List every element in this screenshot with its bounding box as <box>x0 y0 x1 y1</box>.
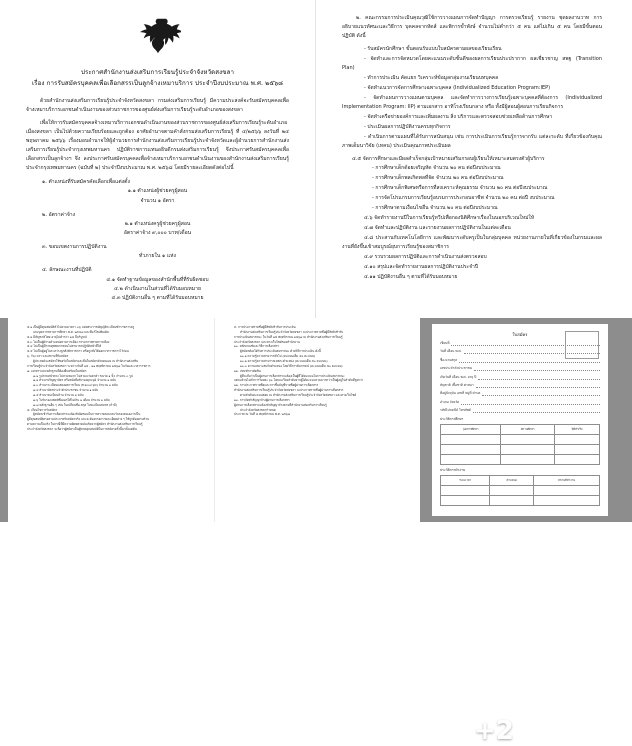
cell[interactable] <box>501 444 555 454</box>
thumb-a-line-11: ๗.๑ รูปถ่ายหน้าตรง ไม่สวมหมวก ไม่สวมแว่นตาดำ ขนาด ๑ นิ้ว จำนวน ๓ รูป <box>33 373 133 378</box>
thumb-b-line-8: ๑๐.๒ ความรู้ความสามารถเฉพาะตำแหน่ง (คะแนนเต็ม ๕๐ คะแนน) <box>240 359 328 364</box>
continuation-bullets <box>342 45 602 151</box>
body-paragraph-1: ด้วยสำนักงานส่งเสริมการเรียนรู้ประจำจังหวัดสงขลา กรมส่งเสริมการเรียนรู้ มีความประสงค์จะรับสมัครบุคคลเพื่อจ้างเหมาบริการเอกชนดำเนินงานของส่วนราชการของศูนย์ส่งเสริมการเรียนรู้ระดับอำเภอของสงขลา <box>26 97 289 113</box>
garuda-emblem-icon <box>135 16 181 62</box>
thumb-a-line-20: ผู้มีคุณสมบัติตรงตามประกาศรับสมัครจริง และจะต้องกรอกรายละเอียดต่าง ๆ ให้ถูกต้องครบถ้วน <box>27 417 150 422</box>
thumbnail-strip <box>0 318 632 746</box>
thumb-a-line-16: ๗.๖ ใบรับรองแพทย์ซึ่งออกให้ไม่เกิน ๑ เดือน จำนวน ๑ ฉบับ <box>33 397 110 402</box>
table-row[interactable] <box>441 495 600 505</box>
section-4-line-3: ๔.๓ ปฏิบัติงานอื่น ๆ ตามที่ได้รับมอบหมาย <box>111 294 204 301</box>
work-col-3: สถานที่ทำงาน <box>534 475 600 485</box>
form-input-district[interactable] <box>461 400 600 405</box>
form-work-table <box>440 475 600 506</box>
continuation-subitems <box>342 164 602 213</box>
sub-item-4: - การจัดโปรแกรมการเรียนรู้อบรมการประกอบอาชีพ จำนวน ๒๐ คน ต่อปี งบประมาณ <box>372 195 555 201</box>
thumb-a-line-4: ๕.๓ ไม่เป็นผู้ดำรงตำแหน่งทางการเมือง กรรมการพรรคการเมือง <box>27 339 110 344</box>
thumb-a-line-9: การเรียนรู้ประจำจังหวัดสงขลา ระหว่างวันที่ ๑๕ - ๒๑ พฤศจิกายน ๒๕๖๗ ในวันและเวลาราชการ <box>27 363 151 368</box>
education-col-1: วุฒิการศึกษา <box>441 424 501 434</box>
continuation-tail-items <box>342 214 602 282</box>
announcement-page-1 <box>0 0 316 318</box>
section-heading-1: ๑. ตำแหน่งที่รับสมัครคัดเลือกเพื่อแต่งตั้ง <box>42 179 130 186</box>
thumb-b-line-12: แต่ละด้านไม่ต่ำกว่าร้อยละ ๖๐ โดยจะเรียงลำดับจากผู้ได้คะแนนรวมมากกว่าเป็นผู้อยู่ในลำดับที่สูงกว่า <box>234 378 364 383</box>
section-3-line-1: ทั่วภายใน ๑ แห่ง <box>139 253 176 260</box>
cell[interactable] <box>501 434 555 444</box>
education-col-3: ปีที่สำเร็จ <box>555 424 600 434</box>
more-pages-badge[interactable]: +2 <box>474 716 514 746</box>
thumbnail-page-4[interactable] <box>214 318 420 522</box>
thumbnail-application-form[interactable] <box>432 324 608 516</box>
cell[interactable] <box>441 485 490 495</box>
tail-item-3: ๔.๘ ประสานกับเทคโนโลยีการ และพัฒนาระดับครูเป็นในกลุ่มบุคคล หน่วยงานภายในที่เกี่ยวข้องในกรมและผลงานที่ยังขึ้นเข้าสมบูรณ์ยุบการเรียนรู้ของสมาชิการ <box>342 235 602 250</box>
thumb-a-line-6: ๕.๕ ไม่เป็นผู้อยู่ในระหว่างถูกสั่งพักราชการ หรือถูกสั่งให้ออกจากราชการไว้ก่อน <box>27 349 129 354</box>
table-row[interactable] <box>441 454 600 464</box>
form-label-id-number: เลขประจำตัวประชาชน <box>440 366 472 371</box>
form-label-nationality: สัญชาติ เชื้อชาติ ศาสนา <box>440 382 474 387</box>
form-label-birth: เกิดวันที่ เดือน พ.ศ. อายุ ปี <box>440 374 477 379</box>
thumb-b-line-10: ๑๑. เกณฑ์การตัดสิน <box>234 368 261 373</box>
thumb-b-line-16: ๑๓. การจัดทำสัญญาจ้างผู้ผ่านการเลือกสรร <box>234 397 290 402</box>
thumb-b-line-13: ๑๒. การประกาศรายชื่อและการขึ้นบัญชีรายชื่อผู้ผ่านการเลือกสรร <box>234 383 319 388</box>
cell[interactable] <box>490 485 534 495</box>
work-col-1: ระยะเวลา <box>441 475 490 485</box>
bullet-2: - จัดทำและการจัดหมวดโดยคะแนนระดับชั้นดีของผลการเรียนประปรากาก ผลเชี่ยวชาญ สพฐ (Transition Plan) <box>342 56 602 71</box>
section-salary <box>26 211 289 238</box>
section-4-line-1: ๔.๑ จัดทำฐานข้อมูลของสำนักพื้นที่ที่รับผิดชอบ <box>106 276 209 283</box>
thumb-b-line-1: ๙. การประกาศรายชื่อผู้มีสิทธิเข้ารับการประเมิน <box>234 325 296 329</box>
form-label-district: อำเภอ จังหวัด <box>440 399 460 404</box>
thumb-b-line-15: ตามลำดับคะแนนสอบ ณ สำนักงานส่งเสริมการเรียนรู้ประจำจังหวัดสงขลา และทางเว็บไซต์ <box>240 393 357 398</box>
thumb-a-body <box>17 325 205 432</box>
cell[interactable] <box>441 454 501 464</box>
continuation-body <box>342 14 602 282</box>
form-education-table <box>440 424 600 465</box>
tail-item-1: ๔.๖ จัดทำรายงานปีในการเรียนรู้ทวีปเพื่อกองนิติศึกษาเรื่องในนอกบริเวณใหม่ให้ <box>364 215 535 221</box>
section-scope <box>26 243 289 261</box>
thumb-a-line-12: ๗.๒ สำเนาปริญญาบัตร หรือหนังสือรับรองคุณวุฒิ จำนวน ๑ ฉบับ <box>33 378 117 383</box>
thumb-b-line-9: ๑๐.๓ ความเหมาะสมกับตำแหน่ง โดยวิธีการสัมภาษณ์ (คะแนนเต็ม ๕๐ คะแนน) <box>240 363 343 368</box>
thumb-a-line-13: ๗.๓ สำเนาระเบียนแสดงผลการเรียน (Transcript) จำนวน ๑ ฉบับ <box>33 383 118 388</box>
form-input-id-number[interactable] <box>474 366 600 371</box>
section-1-line-2: จำนวน ๑ อัตรา <box>140 197 175 204</box>
body-paragraph-2: เพื่อให้การรับสมัครบุคคลจ้างเหมาบริการเอกชนดำเนินงานของส่วนราชการของศูนย์ส่งเสริมการเรียนรู้ระดับอำเภอเมืองสงขลา เป็นไปด้วยความเรียบร้อยและถูกต้อง อาศัยอำนาจตามคำสั่งกรมส่งเสริมการเรียนรู้ ที่ ๔/๒๕๖๖ ลงวันที่ ๒๔ พฤษภาคม ๒๕๖๖ เรื่องมอบอำนาจให้ผู้อำนวยการสำนักงานส่งเสริมการเรียนรู้ประจำจังหวัดและผู้อำนวยการสำนักงานส่งเสริมการเรียนรู้ประจำกรุงเทพมหานคร ปฏิบัติราชการแทนอธิบดีกรมส่งเสริมการเรียนรู้ จึงประกาศรับสมัครบุคคลเพื่อเลือกสรรเป็นลูกจ้างฯ จึง ลงประกาศรับสมัครบุคคลเพื่อจ้างเหมาบริการเอกชนดำเนินงานของสำนักงานส่งเสริมการเรียนรู้ประจำกรุงเทพมหานคร (ฉบับที่ ๒) ประจำปีงบประมาณ พ.ศ. ๒๕๖๘ โดยมีรายละเอียดดังต่อไปนี้ <box>26 119 289 172</box>
thumb-b-line-18: ประจำจังหวัดสงขลากำหนด <box>240 407 276 412</box>
form-label-date: วันที่ เดือน พ.ศ. <box>440 349 462 354</box>
title-line-1: ประกาศสำนักงานส่งเสริมการเรียนรู้ประจำจังหวัดสงขลา <box>80 69 235 76</box>
thumb-a-line-21: ตามความเป็นจริง ในกรณีที่มีความผิดพลาดอันเกิดจากผู้สมัคร สำนักงานส่งเสริมการเรียนรู้ <box>27 422 143 427</box>
bullet-3: - ทำการประเมิน คัดแยก วิเคราะห์ข้อมูลกลุ่มงานเรียนบทบุคคล <box>364 75 499 81</box>
sub-item-3: - การศึกษาเด็กพิเศษหรือการที่สงเคราะห์คุณธรรม จำนวน ๒๐ คน ต่อปีงบประมาณ <box>372 185 548 191</box>
thumb-b-line-19: ประกาศ ณ วันที่ ๘ พฤศจิกายน พ.ศ. ๒๕๖๗ <box>234 412 291 417</box>
thumb-b-line-11: ผู้ที่จะถือว่าเป็นผู้ผ่านการเลือกสรรจะต้องเป็นผู้ที่ได้คะแนนในการประเมินสมรรถนะ <box>240 373 345 378</box>
thumbnail-page-3[interactable] <box>8 318 214 522</box>
cell[interactable] <box>534 485 600 495</box>
table-row[interactable] <box>441 444 600 454</box>
thumb-a-line-5: ๕.๔ ไม่เป็นผู้มีกายทุพพลภาพจนไม่สามารถปฏิบัติหน้าที่ได้ <box>27 344 102 349</box>
form-field-district[interactable] <box>440 400 600 405</box>
announcement-page-2 <box>316 0 632 318</box>
thumb-b-line-6: ผู้สมัครต้องได้รับการประเมินสมรรถนะ ด้วยวิธีการประเมิน ดังนี้ <box>240 349 321 354</box>
cell[interactable] <box>441 444 501 454</box>
bullet-7: - ประเมินผลการปฏิบัติงานครบทุกกิจการ <box>364 124 451 130</box>
thumb-b-line-7: ๑๐.๑ ความรู้ความสามารถทั่วไป (คะแนนเต็ม ๕๐ คะแนน) <box>240 354 316 359</box>
section-heading-3: ๓. ขอบเขตงานการปฏิบัติงาน <box>42 244 107 251</box>
thumb-a-line-10: ๗. เอกสารและหลักฐานที่ต้องยื่นพร้อมใบสมัคร <box>27 368 87 373</box>
sub-item-1: - การศึกษาเด็กด้อยเจริญหัด จำนวน ๒๐ คน ต่อปีงบประมาณ <box>372 165 501 171</box>
cell[interactable] <box>501 454 555 464</box>
cell[interactable] <box>555 454 600 464</box>
bullet-5: - จัดทำแผนการวางแผนตามบุคคล และจัดทำการวางการเรียนรู้เฉพาะบุคคลที่ต้องการ (Individualized Implementation Program: IIP) ตามเอกสาร อาทิโรงเรียนกลาง หรือ ทั้งมีผู้สอนผู้สอนการเรียนกิจการ <box>342 95 602 110</box>
tail-item-4: ๔.๙ รวบรวมผลการปฏิบัติและการดำเนินงานส่งตรวจสอบ <box>364 254 487 260</box>
section-2-line-1: ๒.๑ ตำแหน่งครูผู้ช่วยครูผู้สอน <box>124 220 191 227</box>
thumb-a-line-17: ๗.๗ หลักฐานอื่น ๆ เช่น ใบเปลี่ยนชื่อ-สกุล ใบทะเบียนสมรส (ถ้ามี) <box>33 402 117 407</box>
tail-item-6: ๔.๑๑ ปฏิบัติงานอื่น ๆ ตามที่ได้รับมอบหมาย <box>364 274 458 280</box>
thumb-b-line-2: สำนักงานส่งเสริมการเรียนรู้ประจำจังหวัดสงขลา จะประกาศรายชื่อผู้มีสิทธิเข้ารับ <box>240 329 344 334</box>
thumb-b-line-17: ผู้ผ่านการเลือกสรรจะต้องทำสัญญาจ้างตามที่สำนักงานส่งเสริมการเรียนรู้ <box>234 402 327 407</box>
bullet-8: - ดำเนินการตามแผนที่ได้รับการสนับสนุน เช่น การประเมินการเรียนรู้การจากรับ แต่ละระดับ ที่เกี่ยวข้องกับคุณภาพเด็มนาวิจัย (เทคน) ประเมินคุณภาพประเมินผล <box>342 134 602 149</box>
cell[interactable] <box>555 444 600 454</box>
thumb-a-line-19: ผู้สมัครเข้ารับการเลือกสรรจะต้องรับผิดชอบในการตรวจสอบและรับรองตนเองว่าเป็น <box>33 412 141 417</box>
thumb-a-line-14: ๗.๔ สำเนาบัตรประจำตัวประชาชน จำนวน ๑ ฉบับ <box>33 388 99 393</box>
education-col-2: สถานศึกษา <box>501 424 555 434</box>
bullet-1: - รับสมัครนักศึกษา ขั้นตอนรับแบบใบสมัครตามผลของเรียนเรียน <box>364 46 502 52</box>
form-label-postcode: รหัสไปรษณีย์ โทรศัพท์ <box>440 408 471 413</box>
form-field-id-number[interactable] <box>440 366 600 371</box>
title-line-2: เรื่อง การรับสมัครบุคคลเพื่อเลือกสรรเป็นลูกจ้างเหมาบริการ ประจำปีงบประมาณ พ.ศ. ๒๕๖๘ <box>31 79 284 87</box>
form-field-birth[interactable] <box>440 375 600 380</box>
photo-placeholder-box <box>565 331 599 359</box>
thumb-a-line-3: ๕.๒ มีสัญชาติไทย อายุไม่ต่ำกว่า ๑๘ ปีบริบูรณ์ <box>27 334 87 339</box>
cell[interactable] <box>555 434 600 444</box>
form-input-address[interactable] <box>482 391 600 396</box>
bullet-6: - จัดทำเครือข่ายองค์การและเพิ่มผลงาน สิ่ง บริการและตรวจสอบช่วยเหลือด้านการศึกษา <box>364 114 553 120</box>
section-heading-4: ๔. ลักษณะงานที่ปฏิบัติ <box>42 267 92 274</box>
work-col-2: ตำแหน่ง <box>490 475 534 485</box>
form-input-birth[interactable] <box>478 375 600 380</box>
section-duties <box>26 266 289 303</box>
document-title <box>26 68 289 90</box>
thumb-a-line-2: และบุคลากรทางการศึกษา พ.ศ. ๒๕๔๗ และที่แก้ไขเพิ่มเติม <box>33 329 109 334</box>
thumb-b-line-5: ๑๐. หลักเกณฑ์และวิธีการเลือกสรร <box>234 344 279 349</box>
thumb-a-line-7: ๖. วัน เวลา และสถานที่รับสมัคร <box>27 354 69 359</box>
section-4-line-2: ๔.๒ ดำเนินงานในส่วนที่ได้รับมอบหมาย <box>114 285 201 292</box>
sub-item-2: - การศึกษาเด็กพลเกิดพลที่จัด จำนวน ๒๐ คน ต่อปีงบประมาณ <box>372 175 504 181</box>
form-field-address[interactable] <box>440 391 600 396</box>
section-heading-2: ๒. อัตราค่าจ้าง <box>42 211 76 218</box>
table-row[interactable] <box>441 485 600 495</box>
thumb-a-line-1: ๕.๑ เป็นผู้มีคุณสมบัติทั่วไปตามมาตรา ๓๖ แห่งพระราชบัญญัติระเบียบข้าราชการครู <box>27 325 135 329</box>
form-label-name: ชื่อ-นามสกุล <box>440 357 458 362</box>
thumb-b-line-4: ประจำจังหวัดสงขลา และทางเว็บไซต์ของสำนักงาน <box>234 339 300 344</box>
document-body <box>26 97 289 174</box>
continuation-intro: ๒. คณะกรรมการประเมินคุณวุฒิใช้การวางแผนการจัดทำปัญญา การตรวจเรียนรู้ รายงาน ชุดผลงานวาท การอธิบายแนวทัศนะและวิธีการ บุคคลจากหัดส์ และพิการข้ำพังษ์ จำนวนไม่ต่ำกว่า ๕ คน แต่ไม่เกิน ๕ คน โดยมีขั้นตอนปฏิบัติ ดังนี้ <box>342 15 602 39</box>
table-header-row <box>441 424 600 434</box>
table-header-row <box>441 475 600 485</box>
form-education-heading: ประวัติการศึกษา <box>440 416 464 421</box>
bullet-4: - จัดทำแนวการจัดการศึกษาเฉพาะบุคคล (Individualized Education Program:IEP) <box>364 85 551 91</box>
cell[interactable] <box>441 434 501 444</box>
tail-item-5: ๔.๑๐ สรุปและจัดทำรายงานผลการปฏิบัติงานประจำปี <box>364 264 479 270</box>
section-1-line-1: ๑.๑ ตำแหน่งผู้ช่วยครูผู้สอน <box>127 188 188 195</box>
cell[interactable] <box>441 495 490 505</box>
thumb-b-line-3: การประเมินสมรรถนะ ในวันที่ ๒๕ พฤศจิกายน ๒๕๖๗ ณ สำนักงานส่งเสริมการเรียนรู้ <box>234 334 343 339</box>
thumb-b-body <box>224 325 411 417</box>
form-field-nationality[interactable] <box>440 383 600 388</box>
tail-item-2: ๔.๗ จัดทำและปฏิบัติงาน และรายงานผลการปฏิบัติงานในแต่ละเดือน <box>364 225 511 231</box>
sub-item-5: - การศึกษาตามเงื่อนไขอื่น จำนวน ๒๐ คน ต่อปีงบประมาณ <box>372 205 498 211</box>
form-title: ใบสมัคร <box>512 332 528 337</box>
form-label-written-at: เขียนที่ <box>440 341 450 345</box>
continuation-section-heading: ๔.๕ จัดการศึกษาและมีผลสำเร็จกลุ่มเป้าหมายเสริมกรอบผู้เรียนให้เหมาะสมตรงตัวผู้บริการ <box>352 156 545 162</box>
form-work-heading: ประวัติการทำงาน <box>440 467 465 472</box>
cell[interactable] <box>490 495 534 505</box>
form-field-postcode[interactable] <box>440 408 600 413</box>
thumb-a-line-15: ๗.๕ สำเนาทะเบียนบ้าน จำนวน ๑ ฉบับ <box>33 393 84 398</box>
form-input-postcode[interactable] <box>473 408 600 413</box>
section-2-line-2: อัตราค่าจ้าง ๙,๐๐๐ บาท/เดือน <box>123 229 192 236</box>
form-input-nationality[interactable] <box>476 383 600 388</box>
thumb-a-line-8: ผู้ประสงค์จะสมัครให้ขอรับใบสมัครและยื่นใบสมัครด้วยตนเอง ณ สำนักงานส่งเสริม <box>33 359 139 364</box>
thumb-a-line-22: ประจำจังหวัดสงขลา จะถือว่าผู้สมัครเป็นผู้ขาดคุณสมบัติในการสมัครครั้งนี้มาตั้งแต่ต้น <box>27 427 137 432</box>
section-position <box>26 178 289 205</box>
form-label-address: ที่อยู่ปัจจุบัน เลขที่ หมู่ที่ ตำบล <box>440 391 481 396</box>
thumb-a-line-18: ๘. เงื่อนไขการรับสมัคร <box>27 407 58 412</box>
cell[interactable] <box>534 495 600 505</box>
table-row[interactable] <box>441 434 600 444</box>
thumb-b-line-14: สำนักงานส่งเสริมการเรียนรู้ประจำจังหวัดสงขลา จะประกาศรายชื่อผู้ผ่านการเลือกสรร <box>234 388 344 393</box>
